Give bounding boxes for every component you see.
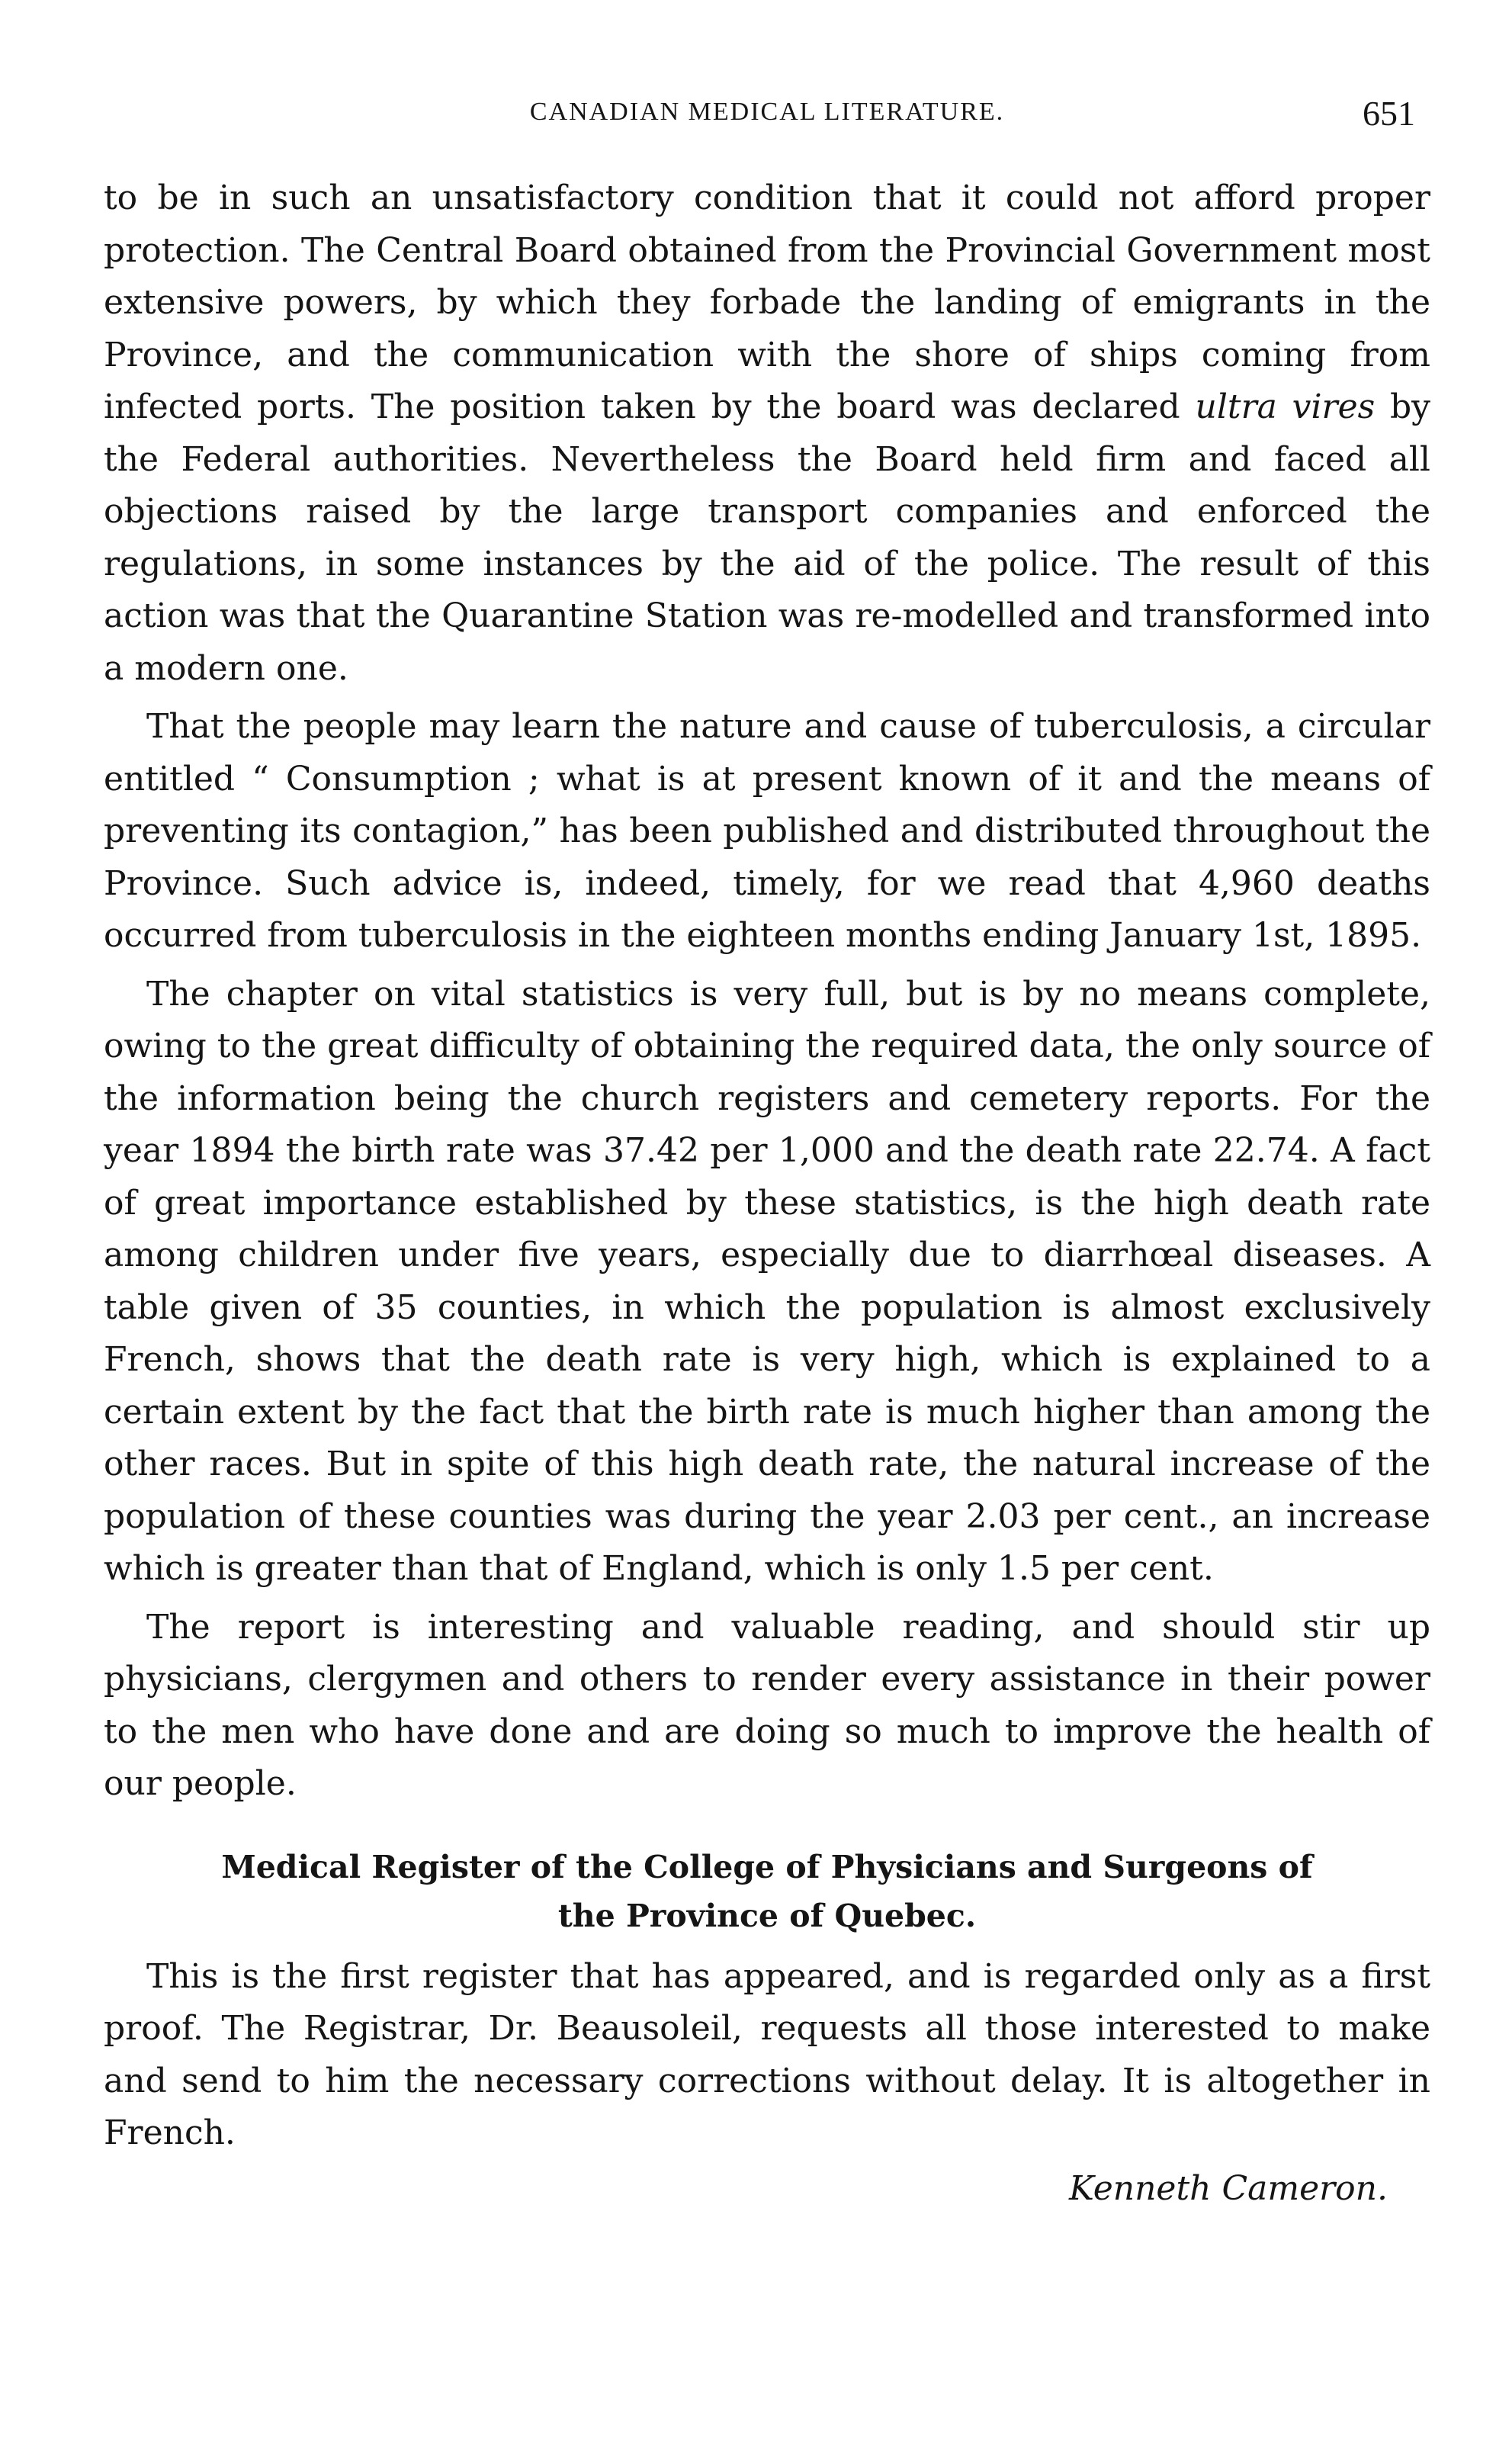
paragraph-quarantine-text-a: to be in such an unsatisfactory condition that it could not afford proper protection. The Central Board obtained from the Provincial Government most extensive powers, by which they forbade the landing of emigrants in the Province, and the communication with the shore of ships coming from infected ports. The position taken by the board was declared — [104, 178, 1430, 426]
paragraph-medical-register: This is the first register that has appeared, and is regarded only as a first proof. The Registrar, Dr. Beausoleil, requests all those interested to make and send to him the necessary corrections without delay. It is altogether in French. — [104, 1956, 1430, 2152]
paragraph-tuberculosis: That the people may learn the nature and cause of tuberculosis, a circular entitled “ Consumption ; what is at present known of it and the means of preventing its contagion,” has been published and distributed throughout the Province. Such advice is, indeed, timely, for we read that 4,960 deaths occurred from tuberculosis in the eighteen months ending January 1st, 1895. — [104, 707, 1430, 955]
section-heading-line-2: the Province of Quebec. — [557, 1897, 977, 1934]
section-heading-line-1: Medical Register of the College of Physicians and Surgeons of — [221, 1848, 1313, 1885]
page-number: 651 — [1363, 94, 1415, 133]
paragraph-report-summary: The report is interesting and valuable reading, and should stir up physicians, clergymen and others to render every assistance in their power to the men who have done and are doing so much to improve the health of our people. — [104, 1607, 1430, 1803]
section-heading — [104, 1843, 1430, 1940]
author-signature: Kenneth Cameron. — [1069, 2168, 1388, 2208]
paragraph-quarantine — [104, 172, 1430, 695]
ultra-vires-italic: ultra vires — [1195, 387, 1376, 426]
paragraph-quarantine-text-b: by the Federal authorities. Nevertheless the Board held firm and faced all objections raised by the large transport companies and enforced the regulations, in some instances by the aid of the police. The result of this action was that the Quarantine Station was re-modelled and transformed into a modern one. — [104, 387, 1430, 688]
running-head — [104, 94, 1430, 143]
running-title: CANADIAN MEDICAL LITERATURE. — [529, 98, 1005, 126]
paragraph-vital-statistics: The chapter on vital statistics is very full, but is by no means complete, owing to the great difficulty of obtaining the required data, the only source of the information being the church registers and cemetery reports. For the year 1894 the birth rate was 37.42 per 1,000 and the death rate 22.74. A fact of great importance established by these statistics, is the high death rate among children under five years, especially due to diarrhœal diseases. A table given of 35 counties, in which the population is almost exclusively French, shows that the death rate is very high, which is explained to a certain extent by the fact that the birth rate is much higher than among the other races. But in spite of this high death rate, the natural increase of the population of these counties was during the year 2.03 per cent., an increase which is greater than that of England, which is only 1.5 per cent. — [104, 974, 1430, 1588]
text-block — [104, 172, 1430, 2213]
